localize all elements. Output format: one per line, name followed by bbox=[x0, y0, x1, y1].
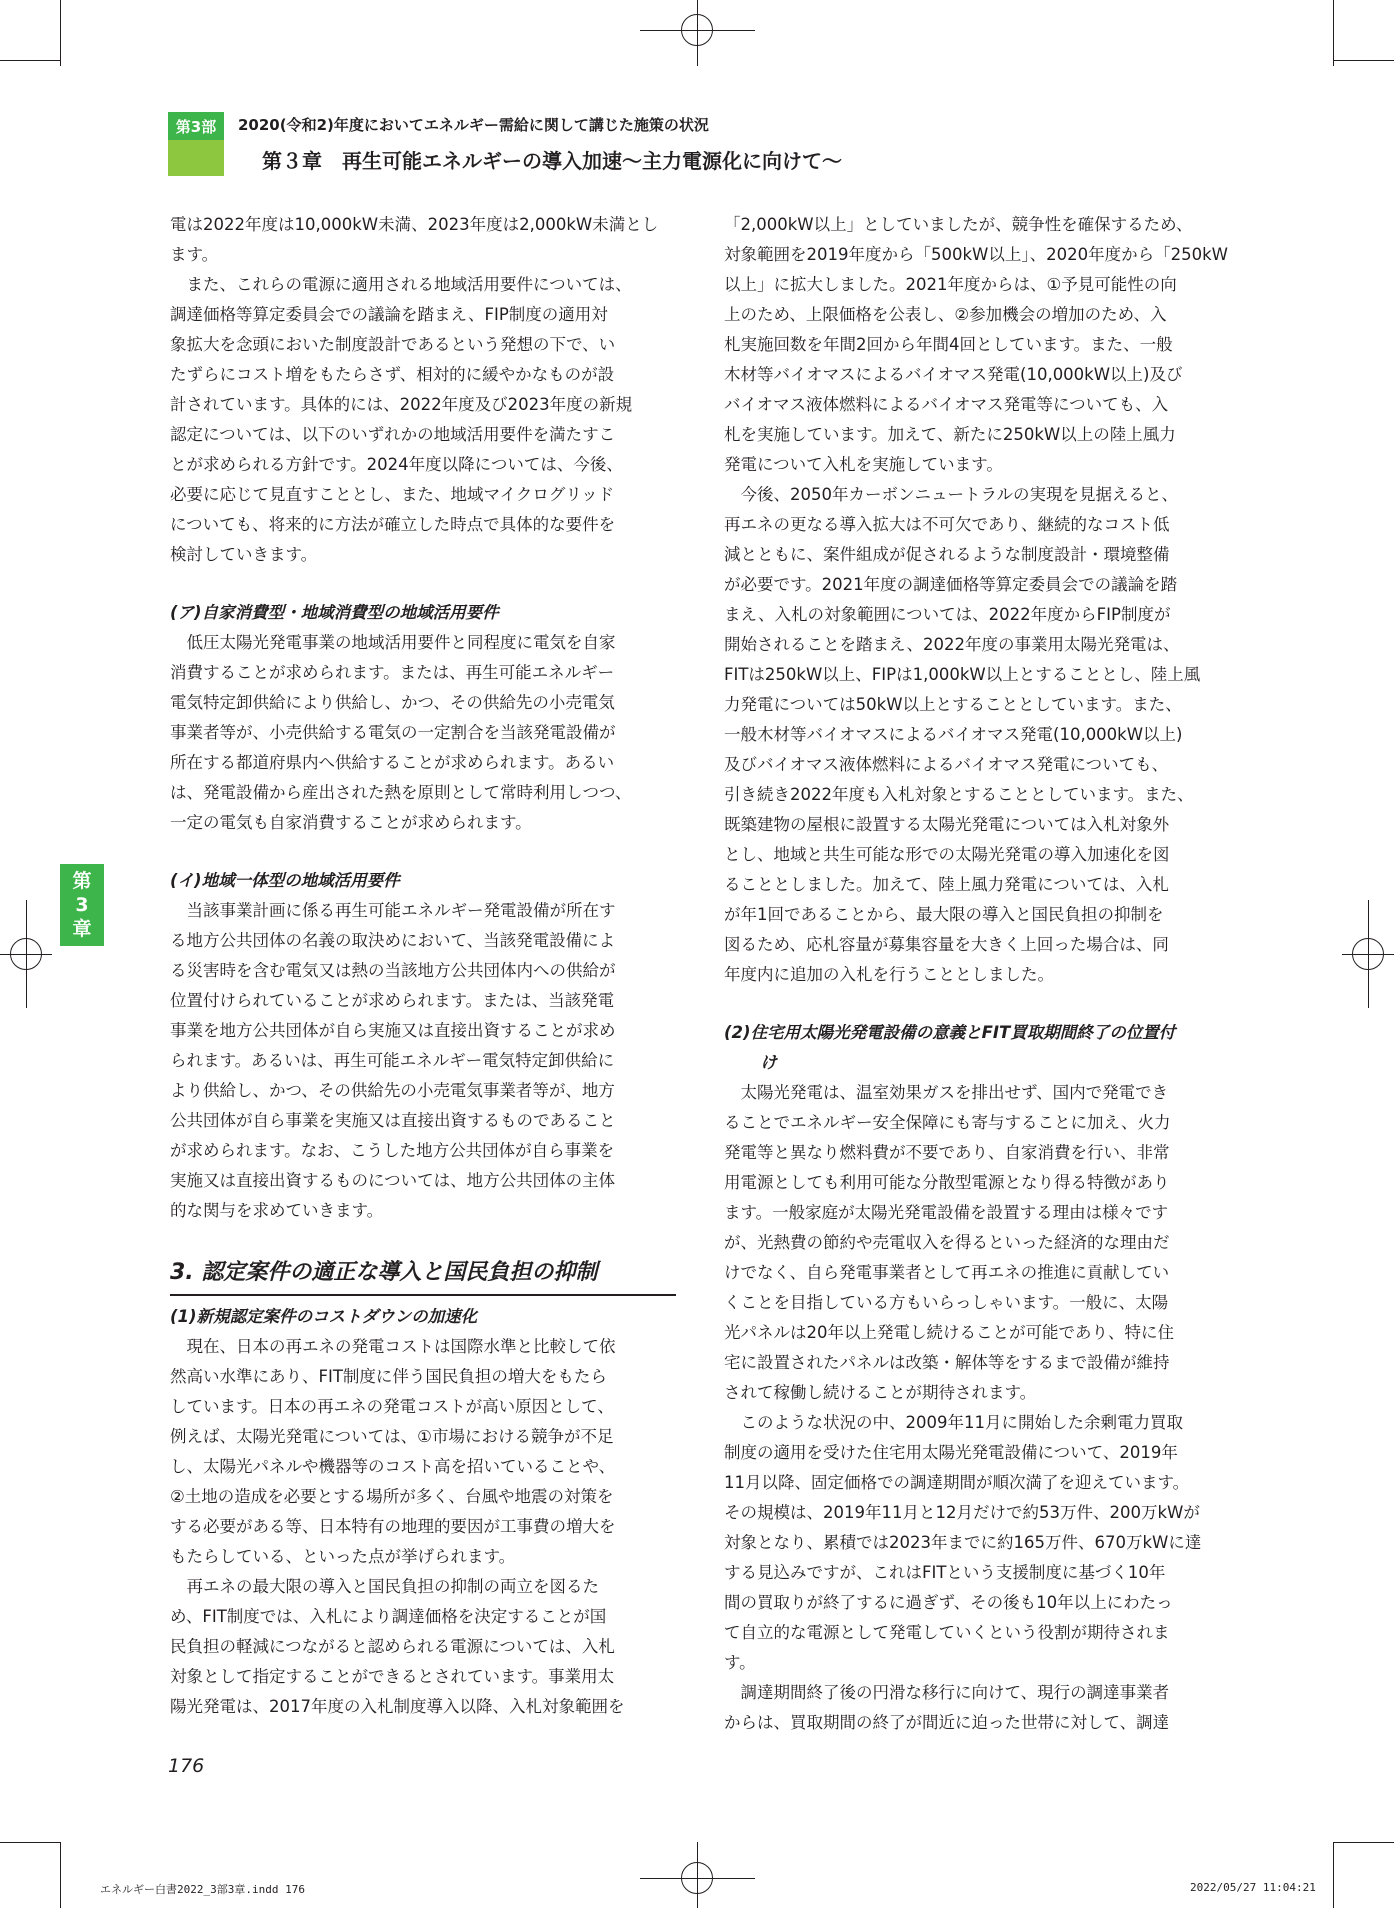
section-3-heading: 3. 認定案件の適正な導入と国民負担の抑制 bbox=[170, 1256, 676, 1296]
part-title: 2020(令和2)年度においてエネルギー需給に関して講じた施策の状況 bbox=[238, 116, 709, 134]
page-number: 176 bbox=[168, 1755, 205, 1777]
paragraph-1a: 現在、日本の再エネの発電コストは国際水準と比較して依 然高い水準にあり、FIT制度に伴う国民負担の増大をもたら しています。日本の再エネの発電コストが高い原因として、 例えば、太陽光発電については、①市場における競争が不足 し、太陽光パネルや機器等のコスト高を招いていることや、 ②土地の造成を必要とする場所が多く、台風や地震の対策を する必要がある等、日本特有の地理的要因が工事費の増大を もたらしている、といった点が挙げられます。 bbox=[170, 1337, 616, 1566]
paragraph-b: 当該事業計画に係る再生可能エネルギー発電設備が所在す る地方公共団体の名義の取決めにおいて、当該発電設備によ る災害時を含む電気又は熱の当該地方公共団体内への供給が 位置付けられていることが求められます。または、当該発電 事業を地方公共団体が自ら実施又は直接出資することが求め られます。あるいは、再生可能エネルギー電気特定卸供給に より供給し、かつ、その供給先の小売電気事業者等が、地方 公共団体が自ら事業を実施又は直接出資するものであること が求められます。なお、こうした地方公共団体が自ら事業を 実施又は直接出資するものについては、地方公共団体の主体 的な関与を求めていきます。 bbox=[170, 901, 616, 1220]
paragraph-1b: 再エネの最大限の導入と国民負担の抑制の両立を図るた め、FIT制度では、入札により調達価格を決定することが国 民負担の軽減につながると認められる電源については、入札 対象として指定することができるとされています。事業用太 陽光発電は、2017年度の入札制度導入以降、入札対象範囲を bbox=[170, 1577, 625, 1716]
paragraph-a: 低圧太陽光発電事業の地域活用要件と同程度に電気を自家 消費することが求められます。または、再生可能エネルギー 電気特定卸供給により供給し、かつ、その供給先の小売電気 事業者等が、小売供給する電気の一定割合を当該発電設備が 所在する都道府県内へ供給することが求められます。あるい は、発電設備から産出された熱を原則として常時利用しつつ、 一定の電気も自家消費することが求められます。 bbox=[170, 633, 632, 832]
footer-filename: エネルギー白書2022_3部3章.indd 176 bbox=[100, 1883, 305, 1896]
left-column bbox=[170, 210, 676, 1722]
paragraph-2c: 調達期間終了後の円滑な移行に向けて、現行の調達事業者 からは、買取期間の終了が間近に迫った世帯に対して、調達 bbox=[724, 1683, 1170, 1732]
subheading-2-line-2: け bbox=[760, 1053, 777, 1072]
side-tab-line-1: 第 bbox=[72, 870, 92, 892]
part-badge: 第3部 bbox=[168, 112, 224, 140]
subheading-1: (1)新規認定案件のコストダウンの加速化 bbox=[170, 1307, 478, 1326]
paragraph-2a: 太陽光発電は、温室効果ガスを排出せず、国内で発電でき ることでエネルギー安全保障にも寄与することに加え、火力 発電等と異なり燃料費が不要であり、自家消費を行い、非常 用電源としても利用可能な分散型電源となり得る特徴があり ます。一般家庭が太陽光発電設備を設置する理由は様々です が、光熱費の節約や売電収入を得るといった経済的な理由だ けでなく、自ら発電事業者として再エネの推進に貢献してい くことを目指している方もいらっしゃいます。一般に、太陽 光パネルは20年以上発電し続けることが可能であり、特に住 宅に設置されたパネルは改築・解体等をするまで設備が維持 されて稼働し続けることが期待されます。 bbox=[724, 1083, 1174, 1402]
chapter-side-tab bbox=[60, 864, 104, 946]
left-paragraph-2: また、これらの電源に適用される地域活用要件については、 調達価格等算定委員会での議論を踏まえ、FIP制度の適用対 象拡大を念頭においた制度設計であるという発想の下で、い たずらにコスト増をもたらさず、相対的に緩やかなものが設 計されています。具体的には、2022年度及び2023年度の新規 認定については、以下のいずれかの地域活用要件を満たすこ とが求められる方針です。2024年度以降については、今後、 必要に応じて見直すこととし、また、地域マイクログリッド についても、将来的に方法が確立した時点で具体的な要件を 検討していきます。 bbox=[170, 275, 633, 564]
right-paragraph-2: 今後、2050年カーボンニュートラルの実現を見据えると、 再エネの更なる導入拡大は不可欠であり、継続的なコスト低 減とともに、案件組成が促されるような制度設計・環境整備 が必要です。2021年度の調達価格等算定委員会での議論を踏 まえ、入札の対象範囲については、2022年度からFIP制度が 開始されることを踏まえ、2022年度の事業用太陽光発電は、 FITは250kW以上、FIPは1,000kW以上とすることとし、陸上風 力発電については50kW以上とすることとしています。また、 一般木材等バイオマスによるバイオマス発電(10,000kW以上) 及びバイオマス液体燃料によるバイオマス発電についても、 引き続き2022年度も入札対象とすることとしています。また、 既築建物の屋根に設置する太陽光発電については入札対象外 とし、地域と共生可能な形での太陽光発電の導入加速化を図 ることとしました。加えて、陸上風力発電については、入札 が年1回であることから、最大限の導入と国民負担の抑制を 図るため、応札容量が募集容量を大きく上回った場合は、同 年度内に追加の入札を行うこととしました。 bbox=[724, 485, 1201, 984]
part-accent-bar bbox=[168, 140, 224, 176]
subheading-2 bbox=[724, 1018, 1230, 1078]
side-tab-line-3: 章 bbox=[72, 918, 92, 940]
subheading-a: (ア)自家消費型・地域消費型の地域活用要件 bbox=[170, 603, 499, 622]
side-tab-line-2: 3 bbox=[75, 894, 89, 916]
right-paragraph-1: 「2,000kW以上」としていましたが、競争性を確保するため、 対象範囲を2019年度から「500kW以上」、2020年度から「250kW 以上」に拡大しました。2021年度からは、①予見可能性の向 上のため、上限価格を公表し、②参加機会の増加のため、入 札実施回数を年間2回から年間4回としています。また、一般 木材等バイオマスによるバイオマス発電(10,000kW以上)及び バイオマス液体燃料によるバイオマス発電等についても、入 札を実施しています。加えて、新たに250kW以上の陸上風力 発電について入札を実施しています。 bbox=[724, 215, 1228, 474]
subheading-2-line-1: (2)住宅用太陽光発電設備の意義とFIT買取期間終了の位置付 bbox=[724, 1023, 1176, 1042]
paragraph-2b: このような状況の中、2009年11月に開始した余剰電力買取 制度の適用を受けた住宅用太陽光発電設備について、2019年 11月以降、固定価格での調達期間が順次満了を迎えています。 その規模は、2019年11月と12月だけで約53万件、200万kWが 対象となり、累積では2023年までに約165万件、670万kWに達 する見込みですが、これはFITという支援制度に基づく10年 間の買取りが終了するに過ぎず、その後も10年以上にわたっ て自立的な電源として発電していくという役割が期待されま す。 bbox=[724, 1413, 1202, 1672]
subheading-b: (イ)地域一体型の地域活用要件 bbox=[170, 871, 400, 890]
right-column bbox=[724, 210, 1230, 1738]
chapter-title: 第３章 再生可能エネルギーの導入加速～主力電源化に向けて～ bbox=[262, 149, 842, 173]
left-paragraph-1: 電は2022年度は10,000kW未満、2023年度は2,000kW未満とし ます。 bbox=[170, 215, 659, 264]
footer-timestamp: 2022/05/27 11:04:21 bbox=[1190, 1881, 1316, 1894]
